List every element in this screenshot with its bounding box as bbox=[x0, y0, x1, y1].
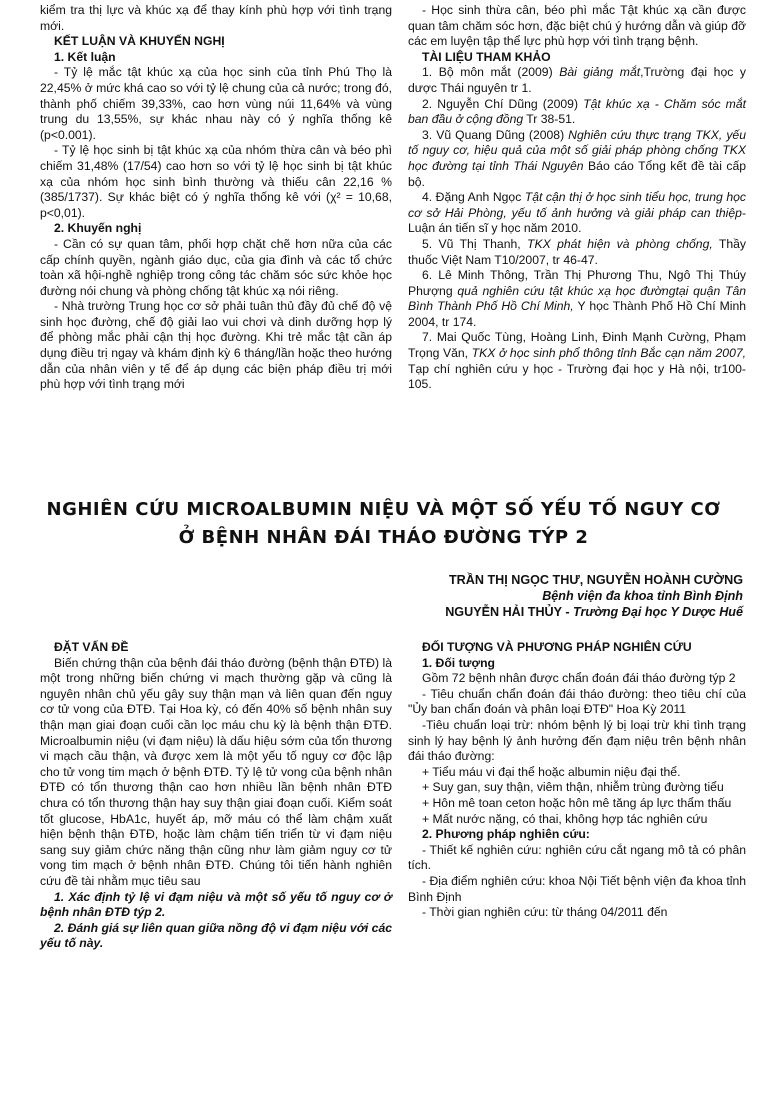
prev-left-para-4: - Tỷ lệ học sinh bị tật khúc xạ của nhóm thừa cân và béo phì chiếm 31,48% (17/54) cao hơn so với tỷ lệ học sinh bị tật khúc xạ của nhóm học sinh bình thường và thiếu cân 22,16 % (385/1737). Sự khác biệt có ý nghĩa thống kê với (χ² = 10,68, p<0,01). bbox=[40, 143, 392, 220]
prev-left-para-7: - Nhà trường Trung học cơ sở phải tuân thủ đầy đủ chế độ vệ sinh học đường, chế độ giải lao vui chơi và dinh dưỡng hợp lý để phòng mắc phải cận thị học đường. Khi trẻ mắc tật cần áp dụng điều trị ngay và khám định kỳ 6 tháng/lần hoặc theo hướng dẫn của nhân viên y tế để áp dụng các biện pháp điều trị mới phù hợp với tình trạng mới bbox=[40, 299, 392, 392]
prev-left-para-6: - Cần có sự quan tâm, phối hợp chặt chẽ hơn nữa của các cấp chính quyền, ngành giáo dục, của gia đình và các tổ chức toàn xã hội-nghề nghiệp trong công tác chăm sóc sức khỏe học đường nói chung và phòng chống tật khúc xạ nói riêng. bbox=[40, 236, 392, 298]
article-right-para-0: ĐỐI TƯỢNG VÀ PHƯƠNG PHÁP NGHIÊN CỨU bbox=[422, 640, 692, 654]
prev-left-para-5: 2. Khuyến nghị bbox=[54, 221, 142, 236]
article-right-para-10: - Thiết kế nghiên cứu: nghiên cứu cắt ngang mô tả có phân tích. bbox=[408, 842, 746, 873]
authors-line-2: NGUYỄN HẢI THỦY - bbox=[445, 605, 574, 619]
authors-block bbox=[445, 572, 743, 620]
prev-left-para-2: 1. Kết luận bbox=[54, 49, 116, 64]
article-left-column bbox=[40, 640, 392, 952]
article-right-para-11: - Địa điểm nghiên cứu: khoa Nội Tiết bệnh viện đa khoa tỉnh Bình Định bbox=[408, 873, 746, 904]
reference-item: 1. Bộ môn mắt (2009) Bài giảng mắt,Trường đại học y dược Thái nguyên tr 1. bbox=[408, 65, 746, 95]
prev-left-column bbox=[40, 3, 392, 393]
article-title-line-2: Ở BỆNH NHÂN ĐÁI THÁO ĐƯỜNG TÝP 2 bbox=[178, 527, 589, 548]
article-right-para-6: + Suy gan, suy thận, viêm thận, nhiễm trùng đường tiểu bbox=[422, 780, 724, 795]
article-left-para-2: 1. Xác định tỷ lệ vi đạm niệu và một số yếu tố nguy cơ ở bệnh nhân ĐTĐ týp 2. bbox=[40, 889, 392, 920]
article-right-para-7: + Hôn mê toan ceton hoặc hôn mê tăng áp lực thẩm thấu bbox=[422, 795, 732, 810]
reference-item: 5. Vũ Thị Thanh, TKX phát hiện và phòng chống, Thầy thuốc Việt Nam T10/2007, tr 46-47. bbox=[408, 236, 747, 267]
reference-item: 6. Lê Minh Thông, Trần Thị Phương Thu, Ngô Thị Thúy Phượng quả nghiên cứu tật khúc xạ học đườngtại quận Tân Bình Thành Phố Hồ Chí Minh, Y học Thành Phố Hồ Chí Minh 2004, tr 174. bbox=[408, 268, 746, 329]
article-right-para-1: 1. Đối tượng bbox=[422, 655, 496, 670]
reference-item: 3. Vũ Quang Dũng (2008) Nghiên cứu thực trạng TKX, yếu tố nguy cơ, hiệu quả của một số giải pháp phòng chống TKX học đường tại tỉnh Thái Nguyên Báo cáo Tổng kết đề tài cấp bộ. bbox=[408, 127, 746, 189]
article-left-para-3: 2. Đánh giá sự liên quan giữa nồng độ vi đạm niệu với các yếu tố này. bbox=[40, 920, 392, 951]
prev-right-column bbox=[408, 3, 746, 393]
article-right-para-3: - Tiêu chuẩn chẩn đoán đái tháo đường: theo tiêu chí của "Ủy ban chẩn đoán và phân loại ĐTĐ" Hoa Kỳ 2011 bbox=[408, 686, 746, 717]
authors-line-1: TRẦN THỊ NGỌC THƯ, NGUYỄN HOÀNH CƯỜNG bbox=[448, 573, 743, 587]
affiliation-1: Bệnh viện đa khoa tỉnh Bình Định bbox=[542, 589, 743, 603]
prev-left-para-1: KẾT LUẬN VÀ KHUYẾN NGHỊ bbox=[54, 34, 225, 49]
article-right-para-12: - Thời gian nghiên cứu: từ tháng 04/2011 đến bbox=[422, 905, 668, 920]
article-right-para-4: -Tiêu chuẩn loại trừ: nhóm bệnh lý bị loại trừ khi tình trạng sinh lý hay bệnh lý ảnh hưởng đến đạm niệu trên bệnh nhân đái tháo đường: bbox=[408, 717, 746, 764]
reference-item: 2. Nguyễn Chí Dũng (2009) Tật khúc xạ - Chăm sóc mắt ban đầu ở cộng đồng Tr 38-51. bbox=[408, 96, 746, 127]
prev-right-intro: - Học sinh thừa cân, béo phì mắc Tật khúc xạ cần được quan tâm chăm sóc hơn, đặc biệt chú ý hướng dẫn và giúp đỡ các em luyện tập thể lực phù hợp với tình trạng bệnh. bbox=[408, 3, 746, 49]
reference-item: 4. Đặng Anh Ngọc Tật cận thị ở học sinh tiểu học, trung học cơ sở Hải Phòng, yếu tố ảnh hưởng và giải pháp can thiệp- Luận án tiến sĩ y học năm 2010. bbox=[408, 190, 746, 236]
article-right-para-8: + Mất nước nặng, có thai, không hợp tác nghiên cứu bbox=[422, 811, 708, 826]
article-left-para-1: Biến chứng thận của bệnh đái tháo đường (bệnh thận ĐTĐ) là một trong những biến chứng vi mạch thường gặp và cũng là nguyên nhân chủ yếu gây suy thận mạn và liên quan đến nguy cơ tử vong của ĐTĐ. Tại Hoa kỳ, có đến 40% số bệnh nhân suy thận mạn giai đoạn cuối cần lọc máu chu kỳ là bệnh thận ĐTĐ. Microalbumin niệu (vi đạm niệu) là dấu hiệu sớm của tổn thương vi mạch cầu thận, và được xem là một yếu tố nguy cơ độc lập cho tử vong tim mạch ở bệnh ĐTĐ. Tỷ lệ tử vong của bệnh nhân ĐTĐ có tổn thương thận cao hơn nhiều lần bệnh nhân ĐTĐ chưa có tổn thương thận hay suy thận giai đoạn cuối. Kiểm soát tốt glucose, HbA1c, huyết áp, mỡ máu có thể làm chậm xuất hiện bệnh thận ĐTĐ, hoặc làm chậm tiến triển từ vi đạm niệu sang suy giảm chức năng thận cũng như làm giảm nguy cơ tử vong tim mạch ở bệnh nhân ĐTĐ. Chúng tôi tiến hành nghiên cứu đề tài nhằm mục tiêu sau bbox=[40, 655, 392, 888]
article-title-line-1: NGHIÊN CỨU MICROALBUMIN NIỆU VÀ MỘT SỐ YẾU TỐ NGUY CƠ bbox=[46, 499, 721, 520]
article-right-para-5: + Tiểu máu vi đại thể hoặc albumin niệu đại thể. bbox=[422, 764, 681, 779]
article-left-para-0: ĐẶT VẤN ĐỀ bbox=[54, 640, 129, 654]
article-right-para-9: 2. Phương pháp nghiên cứu: bbox=[422, 827, 590, 842]
references-heading: TÀI LIỆU THAM KHẢO bbox=[422, 49, 551, 64]
article-right-para-2: Gồm 72 bệnh nhân được chẩn đoán đái tháo đường týp 2 bbox=[422, 671, 736, 686]
reference-item: 7. Mai Quốc Tùng, Hoàng Linh, Đinh Mạnh Cường, Phạm Trọng Văn, TKX ở học sinh phổ thông tỉnh Bắc cạn năm 2007, Tạp chí nghiên cứu y học - Trường đại học y Hà nội, tr100- 105. bbox=[408, 330, 747, 392]
affiliation-2: Trường Đại học Y Dược Huế bbox=[573, 605, 743, 619]
article-right-column bbox=[408, 640, 746, 921]
references-list bbox=[408, 65, 746, 392]
prev-left-para-3: - Tỷ lệ mắc tật khúc xạ của học sinh của tỉnh Phú Thọ là 22,45% ở mức khá cao so với tỷ lệ chung của cả nước; trong đó, thành phố chiếm 39,33%, cao hơn vùng núi 11,64% và vùng trung du 13,55%, sự khác nhau này có ý nghĩa thống kê (p<0.001). bbox=[40, 65, 392, 142]
prev-left-para-0: kiểm tra thị lực và khúc xạ để thay kính phù hợp với tình trạng mới. bbox=[40, 3, 392, 33]
